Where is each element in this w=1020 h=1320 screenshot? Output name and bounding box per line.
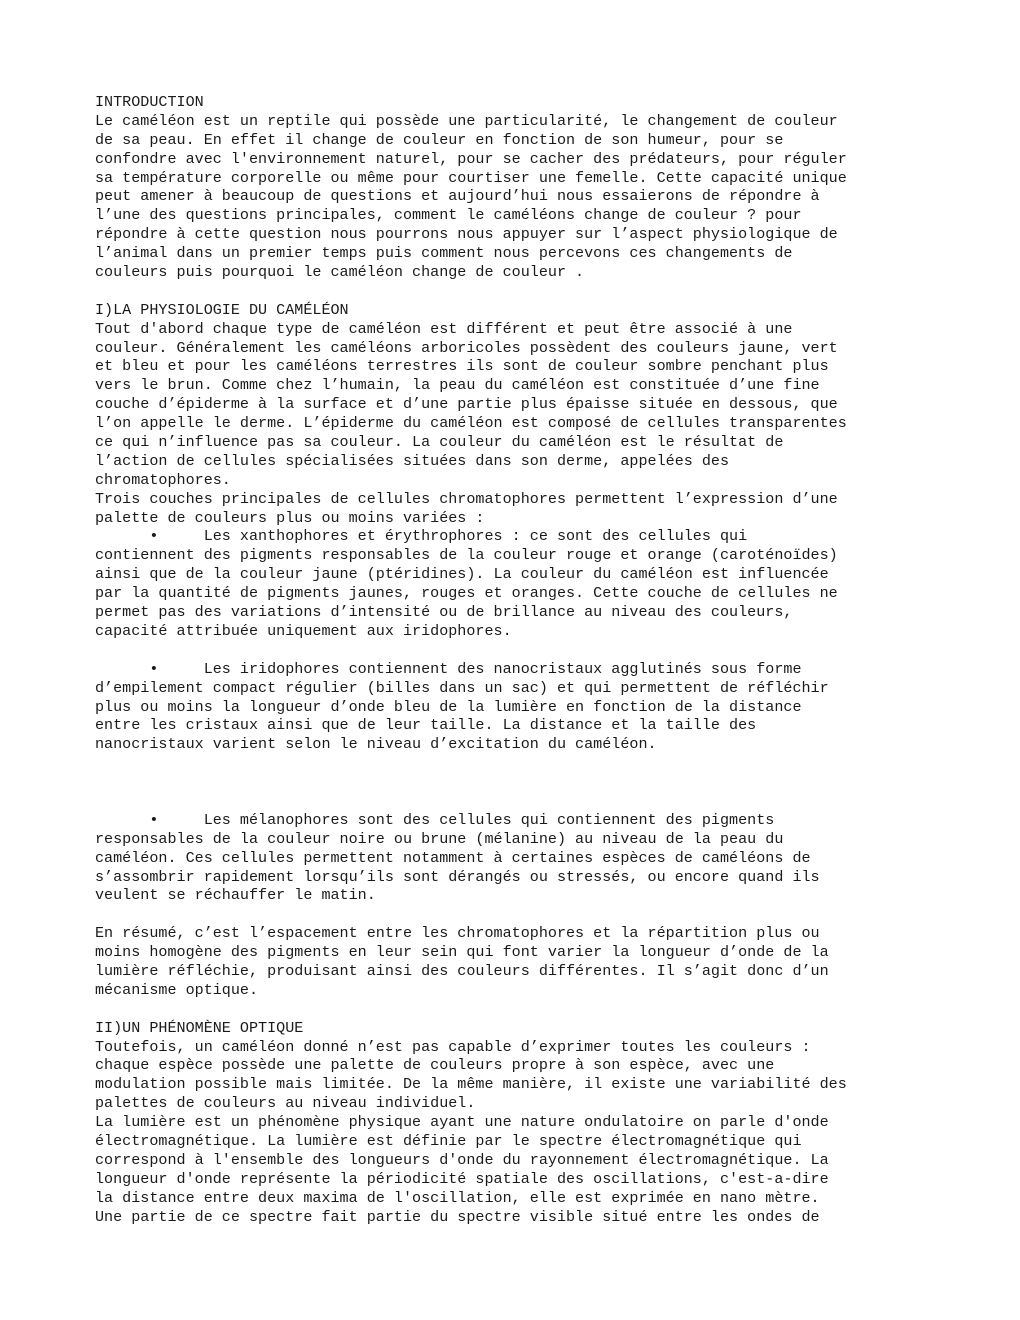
text-line: l’animal dans un premier temps puis comment nous percevons ces changements de [95, 244, 793, 263]
text-line: correspond à l'ensemble des longueurs d'onde du rayonnement électromagnétique. La [95, 1150, 829, 1169]
intro-paragraph [95, 112, 935, 282]
text-line: palette de couleurs plus ou moins variées : [95, 508, 485, 527]
text-line: En résumé, c’est l’espacement entre les chromatophores et la répartition plus ou [95, 924, 820, 943]
text-line: l’on appelle le derme. L’épiderme du caméléon est composé de cellules transparentes [95, 414, 847, 433]
text-line: vers le brun. Comme chez l’humain, la peau du caméléon est constituée d’une fine [95, 376, 820, 395]
text-line: couche d’épiderme à la surface et d’une partie plus épaisse située en dessous, que [95, 395, 838, 414]
spacer [95, 905, 935, 924]
text-line: longueur d'onde représente la périodicité spatiale des oscillations, c'est-a-dire [95, 1169, 829, 1188]
text-line: électromagnétique. La lumière est définie par le spectre électromagnétique qui [95, 1131, 802, 1150]
spacer [95, 1000, 935, 1019]
text-line: • Les mélanophores sont des cellules qui contiennent des pigments [95, 810, 775, 829]
spacer [95, 792, 935, 811]
text-line: chaque espèce possède une palette de couleurs propre à son espèce, avec une [95, 1056, 775, 1075]
spacer [95, 754, 935, 773]
text-line: Trois couches principales de cellules chromatophores permettent l’expression d’une [95, 489, 838, 508]
text-line: l’une des questions principales, comment le caméléons change de couleur ? pour [95, 206, 802, 225]
text-line: veulent se réchauffer le matin. [95, 886, 376, 905]
text-line: par la quantité de pigments jaunes, rouges et oranges. Cette couche de cellules ne [95, 584, 838, 603]
text-line: Tout d'abord chaque type de caméléon est différent et peut être associé à une [95, 319, 793, 338]
text-line: répondre à cette question nous pourrons nous appuyer sur l’aspect physiologique de [95, 225, 838, 244]
text-line: nanocristaux varient selon le niveau d’excitation du caméléon. [95, 735, 657, 754]
text-line: ce qui n’influence pas sa couleur. La couleur du caméléon est le résultat de [95, 433, 784, 452]
text-line: de sa peau. En effet il change de couleur en fonction de son humeur, pour se [95, 130, 784, 149]
text-line: s’assombrir rapidement lorsqu’ils sont dérangés ou stressés, ou encore quand ils [95, 867, 820, 886]
text-line: moins homogène des pigments en leur sein qui font varier la longueur d’onde de la [95, 943, 829, 962]
text-line: l’action de cellules spécialisées situées dans son derme, appelées des [95, 451, 730, 470]
text-line: confondre avec l'environnement naturel, pour se cacher des prédateurs, pour réguler [95, 149, 847, 168]
bullet-melanophores [95, 811, 935, 905]
text-line: modulation possible mais limitée. De la même manière, il existe une variabilité des [95, 1075, 847, 1094]
text-line: d’empilement compact régulier (billes dans un sac) et qui permettent de réfléchir [95, 678, 829, 697]
text-line: Toutefois, un caméléon donné n’est pas capable d’exprimer toutes les couleurs : [95, 1037, 811, 1056]
text-line: La lumière est un phénomène physique ayant une nature ondulatoire on parle d'onde [95, 1113, 829, 1132]
text-line: caméléon. Ces cellules permettent notamment à certaines espèces de caméléons de [95, 848, 811, 867]
text-line: • Les iridophores contiennent des nanocristaux agglutinés sous forme [95, 659, 802, 678]
spacer [95, 641, 935, 660]
text-line: plus ou moins la longueur d’onde bleu de la lumière en fonction de la distance [95, 697, 802, 716]
text-line: Une partie de ce spectre fait partie du spectre visible situé entre les ondes de [95, 1207, 820, 1226]
spacer [95, 773, 935, 792]
text-line: lumière réfléchie, produisant ainsi des couleurs différentes. Il s’agit donc d’un [95, 961, 829, 980]
section1-heading: I)LA PHYSIOLOGIE DU CAMÉLÉON [95, 300, 349, 319]
text-line: capacité attribuée uniquement aux iridophores. [95, 621, 512, 640]
summary-paragraph [95, 924, 935, 1000]
text-line: permet pas des variations d’intensité ou de brillance au niveau des couleurs, [95, 603, 793, 622]
spacer [95, 282, 935, 301]
text-line: sa température corporelle ou même pour courtiser une femelle. Cette capacité unique [95, 168, 847, 187]
document-page [95, 93, 935, 1226]
text-line: et bleu et pour les caméléons terrestres ils sont de couleur sombre penchant plus [95, 357, 829, 376]
text-line: entre les cristaux ainsi que de leur taille. La distance et la taille des [95, 716, 757, 735]
section2-paragraph [95, 1038, 935, 1227]
text-line: Le caméléon est un reptile qui possède une particularité, le changement de couleur [95, 111, 838, 130]
section2-heading: II)UN PHÉNOMÈNE OPTIQUE [95, 1018, 304, 1037]
text-line: peut amener à beaucoup de questions et aujourd’hui nous essaierons de répondre à [95, 187, 820, 206]
text-line: mécanisme optique. [95, 980, 259, 999]
text-line: la distance entre deux maxima de l'oscillation, elle est exprimée en nano mètre. [95, 1188, 820, 1207]
bullet-iridophores [95, 660, 935, 754]
text-line: • Les xanthophores et érythrophores : ce sont des cellules qui [95, 527, 748, 546]
bullet-xanthophores [95, 527, 935, 640]
text-line: responsables de la couleur noire ou brune (mélanine) au niveau de la peau du [95, 829, 784, 848]
text-line: couleurs puis pourquoi le caméléon change de couleur . [95, 263, 585, 282]
text-line: palettes de couleurs au niveau individuel. [95, 1094, 476, 1113]
intro-heading: INTRODUCTION [95, 93, 204, 111]
text-line: couleur. Généralement les caméléons arboricoles possèdent des couleurs jaune, vert [95, 338, 838, 357]
text-line: ainsi que de la couleur jaune (ptéridines). La couleur du caméléon est influencée [95, 565, 829, 584]
text-line: contiennent des pigments responsables de la couleur rouge et orange (caroténoïdes) [95, 546, 838, 565]
section1-paragraph [95, 320, 935, 528]
text-line: chromatophores. [95, 470, 231, 489]
